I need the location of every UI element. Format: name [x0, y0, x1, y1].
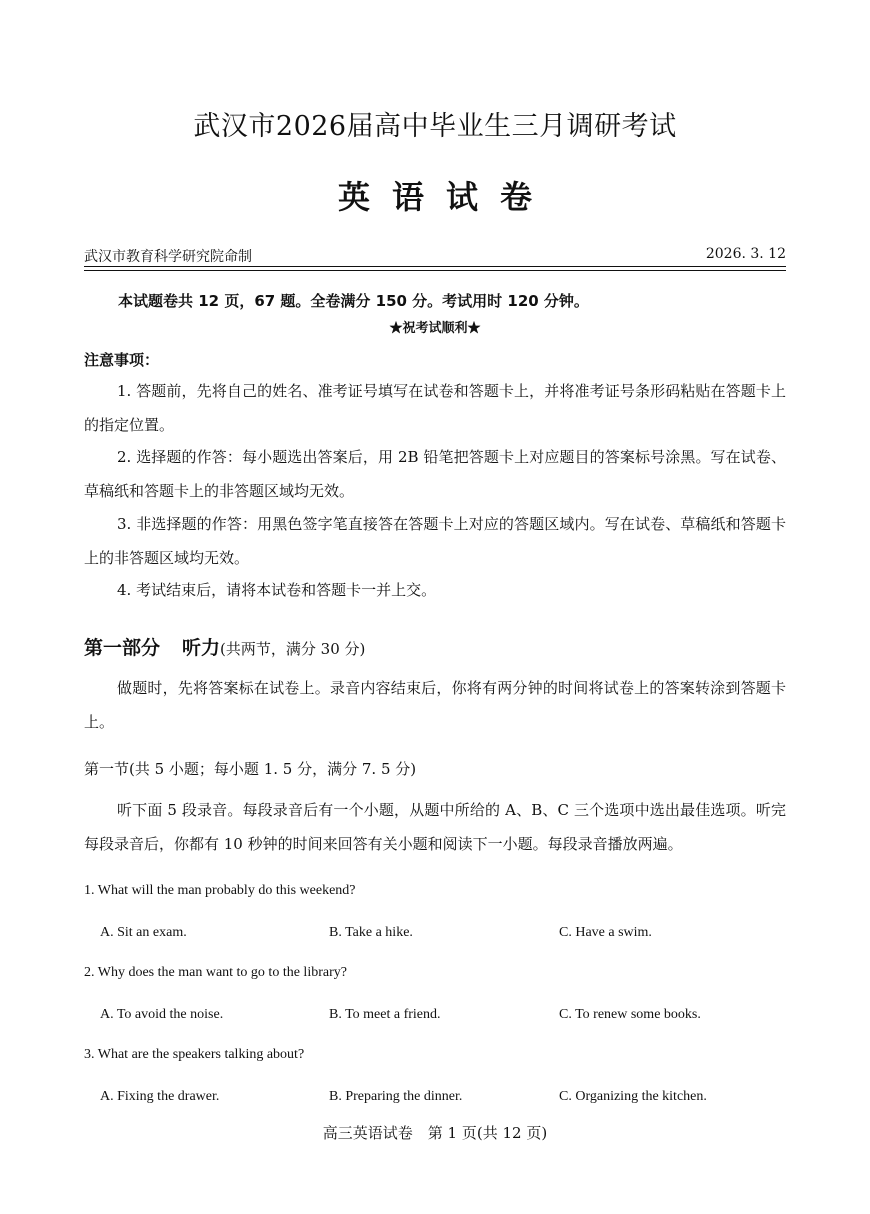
question-3-option-b: B. Preparing the dinner.	[329, 1089, 463, 1104]
exam-title: 武汉市2026届高中毕业生三月调研考试	[193, 111, 677, 142]
question-2-stem: 2. Why does the man want to go to the library?	[84, 965, 347, 980]
notice-item-1: 1. 答题前，先将自己的姓名、准考证号填写在试卷和答题卡上，并将准考证号条形码粘贴在答题卡上的指定位置。	[84, 382, 786, 434]
part-one-heading	[84, 633, 365, 660]
question-3-option-a: A. Fixing the drawer.	[100, 1089, 220, 1104]
question-1-stem: 1. What will the man probably do this weekend?	[84, 883, 356, 898]
question-2-option-c: C. To renew some books.	[559, 1007, 701, 1022]
notice-item-4: 4. 考试结束后，请将本试卷和答题卡一并上交。	[117, 581, 437, 599]
question-3-option-c: C. Organizing the kitchen.	[559, 1089, 707, 1104]
header-rule-top	[84, 266, 786, 267]
exam-subject: 英语试卷	[337, 178, 554, 216]
good-luck-note: ★祝考试顺利★	[389, 321, 481, 336]
exam-date: 2026. 3. 12	[705, 246, 786, 262]
notice-item-2: 2. 选择题的作答：每小题选出答案后，用 2B 铅笔把答题卡上对应题目的答案标号涂黑。写在试卷、草稿纸和答题卡上的非答题区域均无效。	[84, 448, 786, 500]
question-2-option-b: B. To meet a friend.	[329, 1007, 441, 1022]
notice-heading: 注意事项：	[84, 351, 160, 369]
exam-info: 本试题卷共 12 页，67 题。全卷满分 150 分。考试用时 120 分钟。	[118, 292, 589, 310]
question-1-option-c: C. Have a swim.	[559, 925, 652, 940]
exam-organization: 武汉市教育科学研究院命制	[84, 249, 252, 265]
part-one-title: 第一部分	[84, 637, 161, 659]
header-rule-bottom	[84, 270, 786, 271]
question-3-stem: 3. What are the speakers talking about?	[84, 1047, 305, 1062]
question-1-option-b: B. Take a hike.	[329, 925, 413, 940]
question-1-option-a: A. Sit an exam.	[100, 925, 187, 940]
section-one-instruction: 听下面 5 段录音。每段录音后有一个小题，从题中所给的 A、B、C 三个选项中选出最佳选项。听完每段录音后，你都有 10 秒钟的时间来回答有关小题和阅读下一小题。每段录音播放两遍。	[84, 801, 786, 853]
part-one-instruction: 做题时，先将答案标在试卷上。录音内容结束后，你将有两分钟的时间将试卷上的答案转涂到答题卡上。	[84, 679, 786, 731]
notice-item-3: 3. 非选择题的作答：用黑色签字笔直接答在答题卡上对应的答题区域内。写在试卷、草稿纸和答题卡上的非答题区域均无效。	[84, 515, 786, 567]
part-one-name: 听力	[182, 637, 221, 659]
section-one-title: 第一节(共 5 小题；每小题 1. 5 分，满分 7. 5 分)	[84, 760, 417, 778]
part-one-note: (共两节，满分 30 分)	[220, 640, 366, 658]
page-footer: 高三英语试卷 第 1 页(共 12 页)	[322, 1124, 548, 1142]
question-2-option-a: A. To avoid the noise.	[100, 1007, 224, 1022]
